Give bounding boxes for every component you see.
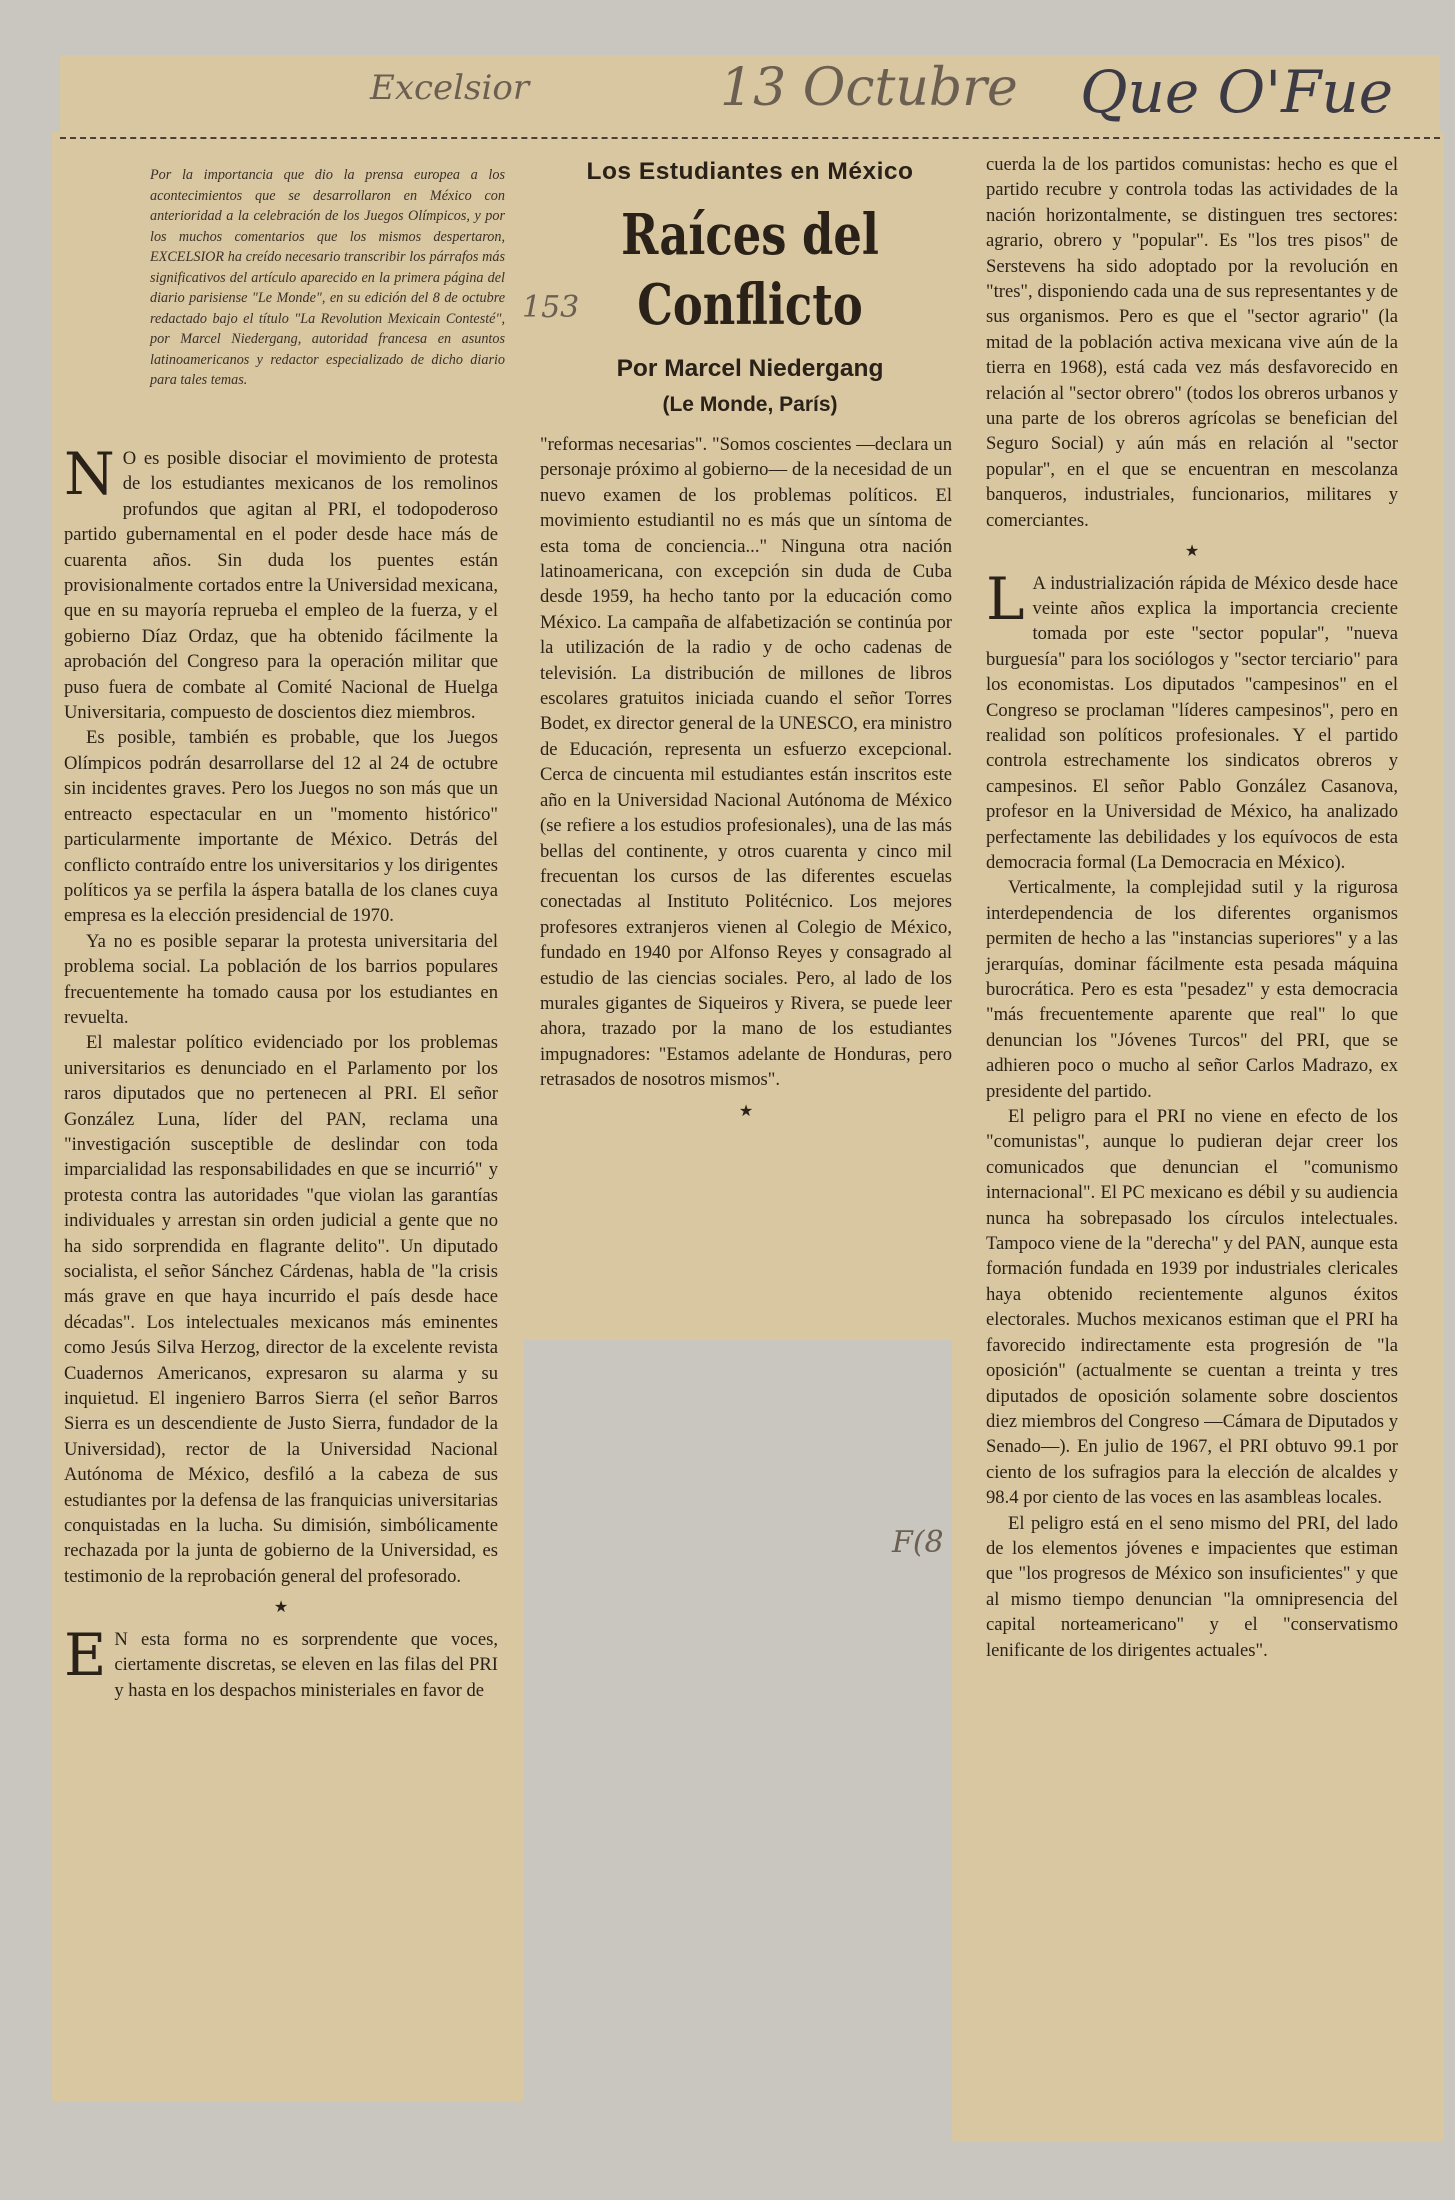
paragraph: L A industrialización rápida de México desde hace veinte años explica la importancia creciente tomada por este "sector popular", "nueva burguesía" para los sociólogos y "sector terciario" para los economistas. Los diputados "campesinos" en el Congreso se proclaman "líderes campesinos", pero en realidad son políticos profesionales. Y el partido controla estrechamente los sindicatos obreros y campesinos. El señor Pablo González Casanova, profesor en la Universidad de México, ha analizado perfectamente las debilidades y los equívocos de esta democracia formal (La Democracia en México). <box>986 564 1398 873</box>
article-middle-column <box>540 432 952 1130</box>
paragraph: Verticalmente, la complejidad sutil y la rigurosa interdependencia de los diferentes organismos permiten de hecho a las "instancias superiores" y a las jerarquías, dominar fácilmente esta pesada máquina burocrática. Pero es esta "pesadez" y esta democracia "más frecuentemente aparente que real" lo que denuncian los "Jóvenes Turcos" del PRI, que se adhieren poco o mucho al señor Carlos Madrazo, ex presidente del partido. <box>986 877 1398 1102</box>
paragraph: Es posible, también es probable, que los Juegos Olímpicos podrán desarrollarse del 12 al 24 de octubre sin incidentes graves. Pero los Juegos no son más que un entreacto espectacular en un "momento histórico" particularmente importante de México. Detrás del conflicto contraído entre los universitarios y los dirigentes políticos ya se perfila la áspera batalla de los clanes cuya empresa es la elección presidencial de 1970. <box>64 727 498 927</box>
cut-line <box>60 137 1440 139</box>
section-star: ★ <box>273 1599 289 1617</box>
article-right-column <box>986 152 1398 1663</box>
handwritten-date: 13 Octubre <box>720 58 1018 118</box>
paragraph: E N esta forma no es sorprendente que voces, ciertamente discretas, se eleven en las filas del PRI y hasta en los despachos ministeriales en favor de <box>64 1620 498 1701</box>
paragraph: "reformas necesarias". "Somos coscientes —declara un personaje próximo al gobierno— de la necesidad de un nuevo examen de los problemas políticos. El movimiento estudiantil no es más que un síntoma de esta toma de conciencia..." Ninguna otra nación latinoamericana, con excepción sin duda de Cuba desde 1959, ha hecho tanto por la educación como México. La campaña de alfabetización se continúa por la utilización de la radio y de ocho cadenas de televisión. La distribución de millones de libros escolares gratuitos iniciada cuando el señor Torres Bodet, ex director general de la UNESCO, era ministro de Educación, representa un esfuerzo excepcional. Cerca de cincuenta mil estudiantes están inscritos este año en la Universidad Nacional Autónoma de México (se refiere a los estudios profesionales), una de las más bellas del continente, y otros cuarenta y cinco mil frecuentan los cursos de las diferentes escuelas conectadas al Instituto Politécnico. Los mejores profesores extranjeros vienen al Colegio de México, fundado en 1940 por Alfonso Reyes y consagrado al estudio de las ciencias sociales. Pero, al lado de los murales gigantes de Siqueiros y Rivera, se puede leer ahora, trazado por la mano de los estudiantes impugnadores: "Estamos adelante de Honduras, pero retrasados de nosotros mismos". <box>540 434 952 1091</box>
headline-title-line2: Conflicto <box>637 272 863 338</box>
paragraph: El peligro para el PRI no viene en efecto de los "comunistas", aunque lo pudieran dejar creer los comunicados que denuncian el "comunismo internacional". El PC mexicano es débil y su audiencia nunca ha sobrepasado los círculos intelectuales. Tampoco viene de la "derecha" y del PAN, aunque esta formación fundada en 1939 por industriales clericales haya obtenido recientemente algunos éxitos electorales. Muchos mexicanos estiman que el PRI ha favorecido indirectamente esta progresión de "la oposición" (actualmente se cuentan a treinta y tres diputados de oposición solamente sobre doscientos diez miembros del Congreso —Cámara de Diputados y Senado—). En julio de 1967, el PRI obtuvo 99.1 por ciento de los sufragios para la elección de alcaldes y 98.4 por ciento de las voces en las asambleas locales. <box>986 1106 1398 1509</box>
headline-source: (Le Monde, París) <box>662 393 838 416</box>
headline-title <box>576 200 925 340</box>
headline-byline: Por Marcel Niedergang <box>616 355 884 382</box>
section-star: ★ <box>1184 543 1200 561</box>
headline-kicker: Los Estudiantes en México <box>586 158 914 185</box>
headline-title-line1: Raíces del <box>621 202 879 268</box>
editor-intro: Por la importancia que dio la prensa europea a los acontecimientos que se desarrollaron en México con anterioridad a la celebración de los Juegos Olímpicos, y por los muchos comentarios que los mismos despertaron, EXCELSIOR ha creído necesario transcribir los párrafos más significativos del artículo aparecido en la primera página del diario parisiense "Le Monde", en su edición del 8 de octubre redactado bajo el título "La Revolution Mexicain Contesté", por Marcel Niedergang, autoridad francesa en asuntos latinoamericanos y redactor especializado de dicho diario para tales temas. <box>150 167 505 388</box>
paragraph: Ya no es posible separar la protesta universitaria del problema social. La población de los barrios populares frecuentemente ha tomado causa por los estudiantes en revuelta. <box>64 930 498 1028</box>
handwritten-note: Que O'Fue <box>1080 58 1394 126</box>
drop-cap: E <box>64 1620 107 1689</box>
article-left-column <box>64 440 498 1703</box>
paragraph: cuerda la de los partidos comunistas: hecho es que el partido recubre y controla todas las actividades de la nación horizontalmente, se distinguen tres sectores: agrario, obrero y "popular". Es "los tres pisos" de Serstevens ha sido adoptado por la revolución en "tres", disponiendo cada una de sus representantes y de sus organismos. Pero es que el "sector agrario" (la mitad de la población activa mexicana vive aún de la tierra en 1968), está cada vez más desfavorecido en relación al "sector obrero" (todos los obreros urbanos y una parte de los obreros agrícolas se benefician del Seguro Social) y aún más en relación al "sector popular", en el que se encuentran en mescolanza banqueros, industriales, funcionarios, militares y comerciantes. <box>986 154 1398 531</box>
paragraph: El peligro está en el seno mismo del PRI, del lado de los elementos jóvenes e impacientes que estiman que "los progresos de México son insuficientes" y que al mismo tiempo denuncian "la omnipresencia del capital norteamericano" y el "conservatismo lenificante de los dirigentes actuales". <box>986 1512 1398 1661</box>
handwritten-number: 153 <box>522 290 580 325</box>
paragraph: N O es posible disociar el movimiento de protesta de los estudiantes mexicanos de los remolinos profundos que agitan al PRI, el todopoderoso partido gubernamental en el poder desde hace más de cuarenta años. Sin duda los puentes están provisionalmente cortados entre la Universidad mexicana, que en su mayoría reprueba el empleo de la fuerza, y el gobierno Díaz Ordaz, que ha obtenido fácilmente la aprobación del Congreso para la operación militar que puso fuera de combate al Comité Nacional de Huelga Universitaria, compuesto de doscientos diez miembros. <box>64 440 498 724</box>
handwritten-publication: Excelsior <box>370 68 530 108</box>
paragraph: El malestar político evidenciado por los problemas universitarios es denunciado en el Parlamento por los raros diputados que no pertenecen al PRI. El señor González Luna, líder del PAN, reclama una "investigación susceptible de deslindar con toda imparcialidad las responsabilidades en que se incurrió" y protesta contra las autoridades "que violan las garantías individuales y arrestan sin orden judicial a gente que no ha sido sorprendida en flagrante delito". Un diputado socialista, el señor Sánchez Cárdenas, habla de "la crisis más grave en que haya incurrido el país desde hace décadas". Los intelectuales mexicanos más eminentes como Jesús Silva Herzog, director de la excelente revista Cuadernos Americanos, expresaron su alarma y su inquietud. El ingeniero Barros Sierra (el señor Barros Sierra es un descendiente de Justo Sierra, fundador de la Universidad), rector de la Universidad Nacional Autónoma de México, desfiló a la cabeza de sus estudiantes por la defensa de las franquicias universitarias conquistadas en la lucha. Su dimisión, simbólicamente rechazada por la junta de gobierno de la Universidad, es testimonio de la reprobación general del profesorado. <box>64 1032 498 1587</box>
drop-cap: L <box>986 564 1025 633</box>
drop-cap: N <box>64 440 115 508</box>
handwritten-reference: F(8 <box>892 1525 944 1560</box>
section-star: ★ <box>738 1102 754 1120</box>
